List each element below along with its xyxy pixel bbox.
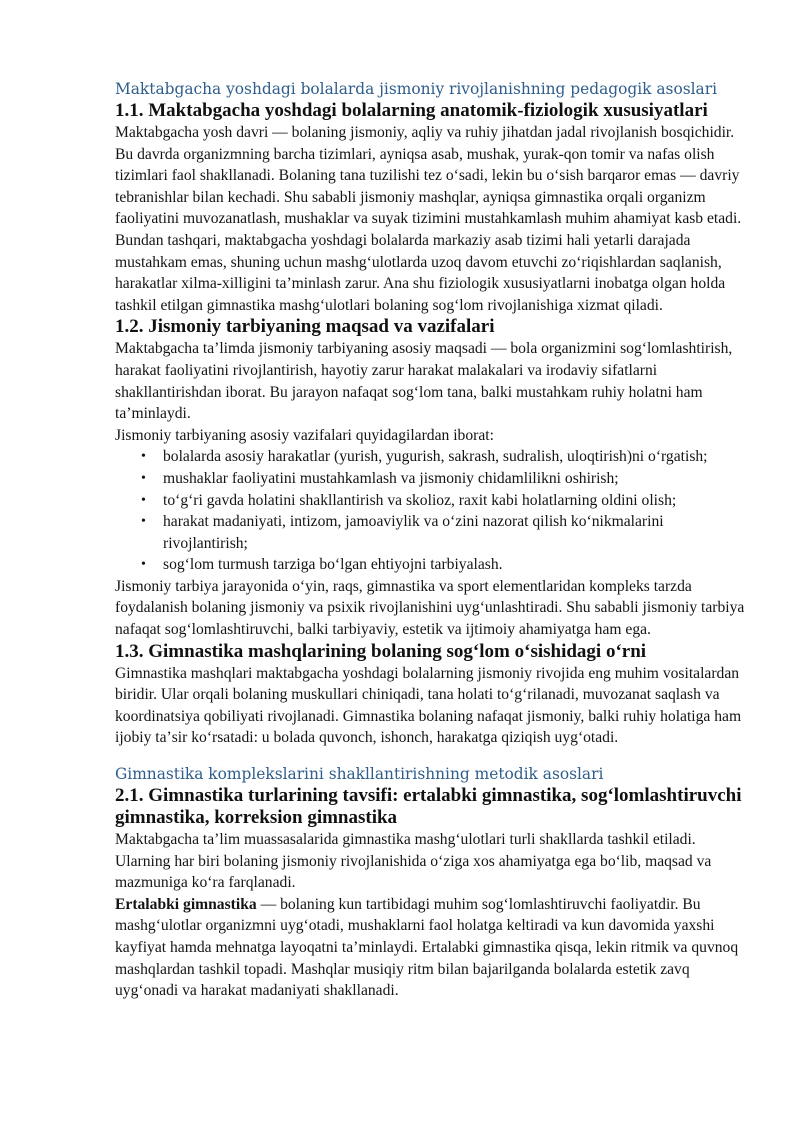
paragraph-1-2-b: Jismoniy tarbiyaning asosiy vazifalari quyidagilardan iborat: [115, 426, 494, 444]
section-2-title: Gimnastika komplekslarini shakllantirishning metodik asoslari [115, 765, 604, 784]
paragraph-1-1-b: Bundan tashqari, maktabgacha yoshdagi bolalarda markaziy asab tizimi hali yetarli darajada mustahkam emas, shuning uchun mashgʻulotlarda uzoq davom etuvchi zoʻriqishlardan saqlanish, harakatlar xilma-xilligini taʼminlash zarur. Ana shu fiziologik xususiyatlarni inobatga olgan holda tashkil etilgan gimnastika mashgʻulotlari bolaning sogʻlom rivojlanishiga xizmat qiladi. [115, 231, 726, 314]
paragraph-1-2-a: Maktabgacha taʼlimda jismoniy tarbiyaning asosiy maqsadi — bola organizmini sogʻlomlashtirish, harakat faoliyatini rivojlantirish, hayotiy zarur harakat malakalari va irodaviy sifatlarni shakllantirishdan iborat. Bu jarayon nafaqat sogʻlom tana, balki mustahkam ruhiy holatni ham taʼminlaydi. [115, 340, 733, 423]
list-item [141, 446, 746, 468]
section-1-title: Maktabgacha yoshdagi bolalarda jismoniy rivojlanishning pedagogik asoslari [115, 80, 717, 98]
paragraph-1-1-a: Maktabgacha yosh davri — bolaning jismoniy, aqliy va ruhiy jihatdan jadal rivojlanish bosqichidir. Bu davrda organizmning barcha tizimlari, ayniqsa asab, mushak, yurak-qon tomir va nafas olish tizimlari faol shakllanadi. Bolaning tana tuzilishi tez oʻsadi, lekin bu oʻsish barqaror emas — davriy tebranishlar bilan kechadi. Shu sababli jismoniy mashqlar, ayniqsa gimnastika orqali organizm faoliyatini muvozanatlash, mushaklar va suyak tizimini mustahkamlash muhim ahamiyat kasb etadi. [115, 124, 742, 228]
bullet-icon: • [141, 492, 146, 508]
list-item-text: sogʻlom turmush tarziga boʻlgan ehtiyojni tarbiyalash. [163, 556, 503, 574]
heading-1-1: 1.1. Maktabgacha yoshdagi bolalarning anatomik-fiziologik xususiyatlari [115, 100, 708, 121]
list-item-text: bolalarda asosiy harakatlar (yurish, yugurish, sakrash, sudralish, uloqtirish)ni oʻrgatish; [163, 448, 708, 466]
bold-term: Ertalabki gimnastika [115, 895, 257, 913]
paragraph-2-1-a: Maktabgacha taʼlim muassasalarida gimnastika mashgʻulotlari turli shakllarda tashkil etiladi. Ularning har biri bolaning jismoniy rivojlanishida oʻziga xos ahamiyatga ega boʻlib, maqsad va mazmuniga koʻra farqlanadi. [115, 831, 712, 892]
list-item [141, 490, 746, 512]
list-item-text: harakat madaniyati, intizom, jamoaviylik va oʻzini nazorat qilish koʻnikmalarini rivojlantirish; [163, 513, 664, 552]
heading-1-2: 1.2. Jismoniy tarbiyaning maqsad va vazifalari [115, 316, 495, 338]
paragraph-1-2-c: Jismoniy tarbiya jarayonida oʻyin, raqs, gimnastika va sport elementlaridan kompleks tarzda foydalanish bolaning jismoniy va psixik rivojlanishini uygʻunlashtiradi. Shu sababli jismoniy tarbiya nafaqat sogʻlomlashtiruvchi, balki tarbiyaviy, estetik va ijtimoiy ahamiyatga ham ega. [115, 577, 745, 639]
list-item-text: mushaklar faoliyatini mustahkamlash va jismoniy chidamlilikni oshirish; [163, 469, 619, 487]
bullet-icon: • [141, 557, 146, 573]
bullet-icon: • [141, 514, 146, 530]
heading-2-1: 2.1. Gimnastika turlarining tavsifi: ertalabki gimnastika, sogʻlomlashtiruvchi gimnastika, korreksion gimnastika [115, 785, 742, 829]
bullet-icon: • [141, 449, 146, 465]
paragraph-1-3-a: Gimnastika mashqlari maktabgacha yoshdagi bolalarning jismoniy rivojida eng muhim vositalardan biridir. Ular orqali bolaning muskullari chiniqadi, tana holati toʻgʻrilanadi, muvozanat saqlash va koordinatsiya qobiliyati rivojlanadi. Gimnastika bolaning nafaqat jismoniy, balki ruhiy holatiga ham ijobiy taʼsir koʻrsatadi: u bolada quvonch, ishonch, harakatga qiziqish uygʻotadi. [115, 664, 742, 747]
heading-1-3: 1.3. Gimnastika mashqlarining bolaning sogʻlom oʻsishidagi oʻrni [115, 640, 647, 662]
paragraph-2-1-b [115, 894, 746, 1002]
list-item [141, 554, 746, 576]
list-item [141, 468, 746, 490]
paragraph-text: — bolaning kun tartibidagi muhim sogʻlomlashtiruvchi faoliyatdir. Bu mashgʻulotlar organizmni uygʻotadi, mushaklarni faol holatga keltiradi va kun davomida yaxshi kayfiyat hamda mehnatga layoqatni taʼminlaydi. Ertalabki gimnastika qisqa, lekin ritmik va quvnoq mashqlardan tashkil topadi. Mashqlar musiqiy ritm bilan bajarilganda bolalarda estetik zavq uygʻonadi va harakat madaniyati shakllanadi. [115, 895, 739, 1000]
list-item-text: toʻgʻri gavda holatini shakllantirish va skolioz, raxit kabi holatlarning oldini olish; [163, 491, 677, 509]
list-item [141, 511, 746, 554]
task-list [115, 446, 746, 576]
bullet-icon: • [141, 470, 146, 486]
